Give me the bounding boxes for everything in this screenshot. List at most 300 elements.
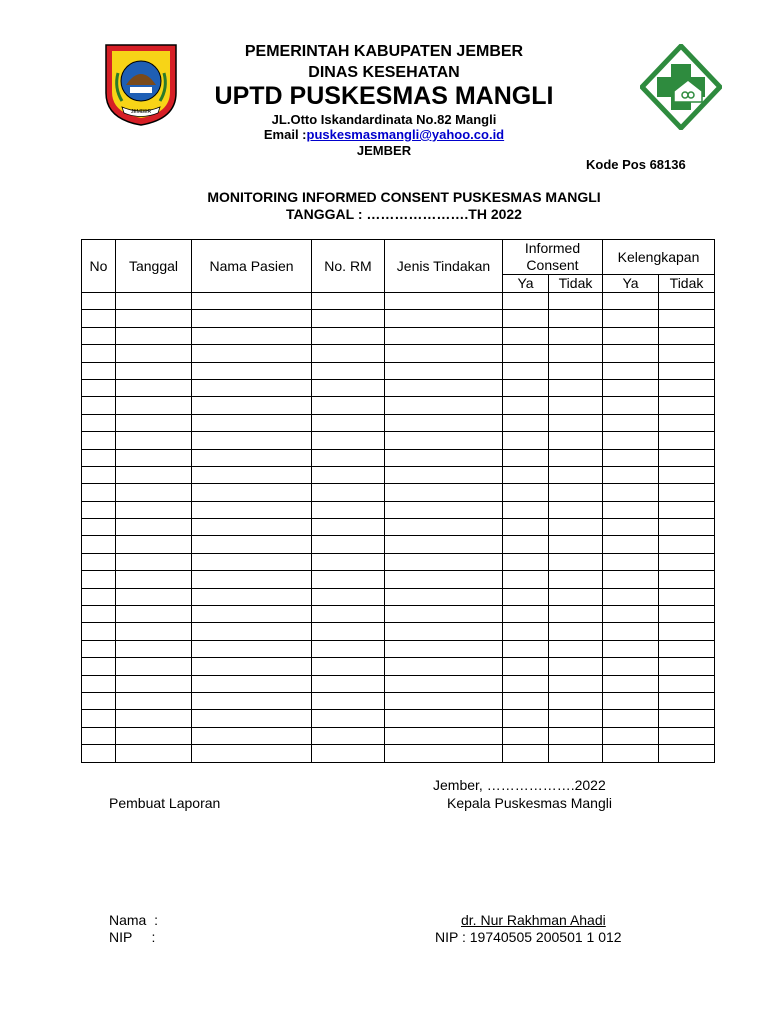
table-cell[interactable] <box>116 553 192 570</box>
table-cell[interactable] <box>659 710 715 727</box>
table-cell[interactable] <box>549 623 603 640</box>
table-cell[interactable] <box>503 553 549 570</box>
table-cell[interactable] <box>82 449 116 466</box>
table-row <box>82 432 715 449</box>
table-cell[interactable] <box>82 623 116 640</box>
table-cell[interactable] <box>603 588 659 605</box>
table-row <box>82 710 715 727</box>
table-cell[interactable] <box>385 519 503 536</box>
table-cell[interactable] <box>549 484 603 501</box>
table-cell[interactable] <box>312 345 385 362</box>
table-cell[interactable] <box>549 397 603 414</box>
table-body <box>82 293 715 763</box>
table-cell[interactable] <box>82 588 116 605</box>
table-cell[interactable] <box>503 345 549 362</box>
table-cell[interactable] <box>82 362 116 379</box>
table-cell[interactable] <box>192 327 312 344</box>
table-cell[interactable] <box>312 484 385 501</box>
table-cell[interactable] <box>312 362 385 379</box>
table-cell[interactable] <box>82 310 116 327</box>
table-cell[interactable] <box>312 293 385 310</box>
table-cell[interactable] <box>549 745 603 762</box>
table-cell[interactable] <box>312 466 385 483</box>
table-row <box>82 588 715 605</box>
table-cell[interactable] <box>385 327 503 344</box>
table-cell[interactable] <box>116 710 192 727</box>
table-cell[interactable] <box>603 606 659 623</box>
table-cell[interactable] <box>116 362 192 379</box>
table-cell[interactable] <box>549 414 603 431</box>
table-cell[interactable] <box>116 449 192 466</box>
table-cell[interactable] <box>603 727 659 744</box>
table-cell[interactable] <box>603 466 659 483</box>
table-cell[interactable] <box>116 432 192 449</box>
table-cell[interactable] <box>659 310 715 327</box>
table-cell[interactable] <box>549 710 603 727</box>
table-cell[interactable] <box>192 640 312 657</box>
table-cell[interactable] <box>192 675 312 692</box>
table-cell[interactable] <box>603 692 659 709</box>
table-cell[interactable] <box>312 310 385 327</box>
table-cell[interactable] <box>385 414 503 431</box>
table-cell[interactable] <box>503 692 549 709</box>
table-cell[interactable] <box>116 484 192 501</box>
table-cell[interactable] <box>385 745 503 762</box>
footer-date: Jember, ……………….2022 <box>433 777 606 793</box>
table-cell[interactable] <box>503 519 549 536</box>
table-cell[interactable] <box>659 362 715 379</box>
table-cell[interactable] <box>659 397 715 414</box>
table-cell[interactable] <box>192 397 312 414</box>
table-cell[interactable] <box>192 553 312 570</box>
table-cell[interactable] <box>82 727 116 744</box>
table-cell[interactable] <box>603 379 659 396</box>
table-row <box>82 310 715 327</box>
table-row <box>82 327 715 344</box>
table-cell[interactable] <box>385 588 503 605</box>
table-cell[interactable] <box>192 658 312 675</box>
table-cell[interactable] <box>549 606 603 623</box>
table-cell[interactable] <box>603 414 659 431</box>
table-cell[interactable] <box>385 710 503 727</box>
table-cell[interactable] <box>603 432 659 449</box>
table-cell[interactable] <box>503 310 549 327</box>
header-postal-code: Kode Pos 68136 <box>586 157 686 172</box>
document-date-line: TANGGAL : ………………….TH 2022 <box>286 206 522 222</box>
table-cell[interactable] <box>312 640 385 657</box>
table-cell[interactable] <box>116 345 192 362</box>
table-cell[interactable] <box>192 414 312 431</box>
table-cell[interactable] <box>82 397 116 414</box>
table-cell[interactable] <box>659 623 715 640</box>
table-cell[interactable] <box>549 640 603 657</box>
table-cell[interactable] <box>603 519 659 536</box>
table-cell[interactable] <box>503 606 549 623</box>
table-cell[interactable] <box>503 379 549 396</box>
table-cell[interactable] <box>603 327 659 344</box>
table-cell[interactable] <box>116 397 192 414</box>
table-cell[interactable] <box>312 692 385 709</box>
table-cell[interactable] <box>503 327 549 344</box>
table-cell[interactable] <box>82 501 116 518</box>
table-cell[interactable] <box>312 623 385 640</box>
table-row <box>82 640 715 657</box>
table-cell[interactable] <box>549 327 603 344</box>
table-cell[interactable] <box>82 484 116 501</box>
table-cell[interactable] <box>603 397 659 414</box>
header-uptd: UPTD PUSKESMAS MANGLI <box>214 82 554 110</box>
table-cell[interactable] <box>192 432 312 449</box>
table-cell[interactable] <box>385 345 503 362</box>
table-cell[interactable] <box>385 623 503 640</box>
table-cell[interactable] <box>116 519 192 536</box>
table-cell[interactable] <box>192 727 312 744</box>
table-cell[interactable] <box>312 588 385 605</box>
table-row <box>82 484 715 501</box>
table-cell[interactable] <box>116 658 192 675</box>
table-cell[interactable] <box>192 519 312 536</box>
table-cell[interactable] <box>116 623 192 640</box>
table-cell[interactable] <box>603 449 659 466</box>
table-cell[interactable] <box>659 553 715 570</box>
table-cell[interactable] <box>312 745 385 762</box>
table-row <box>82 692 715 709</box>
table-cell[interactable] <box>659 658 715 675</box>
table-cell[interactable] <box>82 536 116 553</box>
table-cell[interactable] <box>192 293 312 310</box>
table-cell[interactable] <box>312 553 385 570</box>
table-cell[interactable] <box>603 553 659 570</box>
table-cell[interactable] <box>192 362 312 379</box>
table-cell[interactable] <box>659 466 715 483</box>
header-email-line <box>160 127 608 142</box>
table-cell[interactable] <box>603 675 659 692</box>
col-no: No <box>82 240 116 293</box>
table-cell[interactable] <box>503 362 549 379</box>
table-cell[interactable] <box>385 640 503 657</box>
col-jenis-tindakan: Jenis Tindakan <box>385 240 503 293</box>
header-government: PEMERINTAH KABUPATEN JEMBER <box>244 43 524 60</box>
table-row <box>82 414 715 431</box>
table-cell[interactable] <box>82 466 116 483</box>
table-cell[interactable] <box>192 484 312 501</box>
table-row <box>82 536 715 553</box>
table-cell[interactable] <box>116 745 192 762</box>
sub-tidak-kelengkapan: Tidak <box>659 275 715 293</box>
sub-tidak-consent: Tidak <box>549 275 603 293</box>
table-cell[interactable] <box>659 571 715 588</box>
col-tanggal: Tanggal <box>116 240 192 293</box>
table-row <box>82 727 715 744</box>
table-cell[interactable] <box>659 345 715 362</box>
table-row <box>82 519 715 536</box>
table-cell[interactable] <box>312 414 385 431</box>
table-cell[interactable] <box>549 345 603 362</box>
table-cell[interactable] <box>116 588 192 605</box>
table-row <box>82 466 715 483</box>
sub-ya-consent: Ya <box>503 275 549 293</box>
table-cell[interactable] <box>385 553 503 570</box>
table-cell[interactable] <box>603 745 659 762</box>
table-cell[interactable] <box>659 745 715 762</box>
table-cell[interactable] <box>116 640 192 657</box>
table-cell[interactable] <box>116 293 192 310</box>
table-cell[interactable] <box>312 571 385 588</box>
table-cell[interactable] <box>312 432 385 449</box>
table-cell[interactable] <box>385 362 503 379</box>
table-cell[interactable] <box>659 432 715 449</box>
table-cell[interactable] <box>116 310 192 327</box>
table-cell[interactable] <box>503 588 549 605</box>
table-cell[interactable] <box>603 310 659 327</box>
table-cell[interactable] <box>312 519 385 536</box>
document-title: MONITORING INFORMED CONSENT PUSKESMAS MANGLI <box>207 189 601 205</box>
table-cell[interactable] <box>549 553 603 570</box>
table-row <box>82 379 715 396</box>
table-cell[interactable] <box>116 727 192 744</box>
table-cell[interactable] <box>603 640 659 657</box>
table-cell[interactable] <box>603 710 659 727</box>
table-cell[interactable] <box>385 432 503 449</box>
table-cell[interactable] <box>192 345 312 362</box>
table-cell[interactable] <box>603 362 659 379</box>
table-cell[interactable] <box>549 536 603 553</box>
email-link[interactable]: puskesmasmangli@yahoo.co.id <box>306 127 505 142</box>
table-cell[interactable] <box>192 588 312 605</box>
table-cell[interactable] <box>385 692 503 709</box>
table-cell[interactable] <box>549 588 603 605</box>
table-cell[interactable] <box>659 449 715 466</box>
table-cell[interactable] <box>503 484 549 501</box>
table-cell[interactable] <box>82 379 116 396</box>
table-cell[interactable] <box>116 675 192 692</box>
table-cell[interactable] <box>503 432 549 449</box>
table-cell[interactable] <box>549 379 603 396</box>
table-row <box>82 397 715 414</box>
monitoring-table <box>81 239 714 763</box>
footer-signer-name: dr. Nur Rakhman Ahadi <box>461 912 606 928</box>
table-cell[interactable] <box>192 501 312 518</box>
table-cell[interactable] <box>549 293 603 310</box>
table-cell[interactable] <box>312 536 385 553</box>
table-cell[interactable] <box>503 745 549 762</box>
table-cell[interactable] <box>116 536 192 553</box>
table-cell[interactable] <box>549 692 603 709</box>
table-cell[interactable] <box>385 293 503 310</box>
table-cell[interactable] <box>503 501 549 518</box>
table-cell[interactable] <box>192 449 312 466</box>
table-cell[interactable] <box>192 571 312 588</box>
table-row <box>82 623 715 640</box>
table-row <box>82 571 715 588</box>
table-cell[interactable] <box>312 710 385 727</box>
table-row <box>82 293 715 310</box>
table-cell[interactable] <box>503 658 549 675</box>
table-cell[interactable] <box>82 640 116 657</box>
footer-report-maker: Pembuat Laporan <box>109 795 221 811</box>
table-cell[interactable] <box>503 414 549 431</box>
table-cell[interactable] <box>385 727 503 744</box>
table-cell[interactable] <box>603 536 659 553</box>
table-cell[interactable] <box>116 327 192 344</box>
col-informed-consent: Informed Consent <box>503 240 603 275</box>
table-cell[interactable] <box>385 675 503 692</box>
table-cell[interactable] <box>312 397 385 414</box>
table-cell[interactable] <box>82 327 116 344</box>
table-row <box>82 658 715 675</box>
emblem-banner-text: JEMBER <box>130 109 152 115</box>
table-cell[interactable] <box>192 379 312 396</box>
table-cell[interactable] <box>312 501 385 518</box>
table-cell[interactable] <box>385 449 503 466</box>
table-cell[interactable] <box>82 675 116 692</box>
table-cell[interactable] <box>503 466 549 483</box>
table-row <box>82 345 715 362</box>
puskesmas-logo <box>640 44 722 130</box>
header-dinas: DINAS KESEHATAN <box>308 64 460 81</box>
table-cell[interactable] <box>549 658 603 675</box>
table-cell[interactable] <box>385 571 503 588</box>
table-cell[interactable] <box>385 606 503 623</box>
header-address: JL.Otto Iskandardinata No.82 Mangli <box>271 112 497 127</box>
table-cell[interactable] <box>603 571 659 588</box>
table-cell[interactable] <box>549 571 603 588</box>
table-cell[interactable] <box>503 536 549 553</box>
table-cell[interactable] <box>603 293 659 310</box>
table-cell[interactable] <box>82 692 116 709</box>
table-cell[interactable] <box>312 449 385 466</box>
table-cell[interactable] <box>82 414 116 431</box>
table-cell[interactable] <box>603 484 659 501</box>
table-cell[interactable] <box>659 519 715 536</box>
table-cell[interactable] <box>82 745 116 762</box>
table-cell[interactable] <box>549 432 603 449</box>
table-cell[interactable] <box>192 692 312 709</box>
table-cell[interactable] <box>312 727 385 744</box>
table-cell[interactable] <box>603 345 659 362</box>
table-cell[interactable] <box>82 710 116 727</box>
table-cell[interactable] <box>659 536 715 553</box>
table-cell[interactable] <box>503 397 549 414</box>
table-cell[interactable] <box>503 710 549 727</box>
table-cell[interactable] <box>192 745 312 762</box>
table-cell[interactable] <box>82 553 116 570</box>
table-row <box>82 362 715 379</box>
table-cell[interactable] <box>385 379 503 396</box>
table-cell[interactable] <box>385 397 503 414</box>
table-cell[interactable] <box>659 501 715 518</box>
table-cell[interactable] <box>659 640 715 657</box>
table-cell[interactable] <box>385 501 503 518</box>
table-row <box>82 675 715 692</box>
table-cell[interactable] <box>116 501 192 518</box>
table-cell[interactable] <box>116 571 192 588</box>
table-cell[interactable] <box>312 675 385 692</box>
table-cell[interactable] <box>116 692 192 709</box>
table-cell[interactable] <box>385 466 503 483</box>
header-city: JEMBER <box>356 143 412 158</box>
table-cell[interactable] <box>659 414 715 431</box>
table-cell[interactable] <box>549 501 603 518</box>
table-cell[interactable] <box>503 675 549 692</box>
table-cell[interactable] <box>549 466 603 483</box>
table-cell[interactable] <box>503 623 549 640</box>
table-cell[interactable] <box>192 623 312 640</box>
table-cell[interactable] <box>503 727 549 744</box>
table-row <box>82 745 715 762</box>
table-cell[interactable] <box>82 606 116 623</box>
table-cell[interactable] <box>549 449 603 466</box>
sub-ya-kelengkapan: Ya <box>603 275 659 293</box>
table-cell[interactable] <box>659 606 715 623</box>
table-cell[interactable] <box>603 623 659 640</box>
col-nama-pasien: Nama Pasien <box>192 240 312 293</box>
table-row <box>82 449 715 466</box>
table-cell[interactable] <box>116 606 192 623</box>
table-cell[interactable] <box>82 571 116 588</box>
table-cell[interactable] <box>312 379 385 396</box>
table-cell[interactable] <box>192 606 312 623</box>
table-cell[interactable] <box>82 293 116 310</box>
table-cell[interactable] <box>385 658 503 675</box>
table-cell[interactable] <box>116 414 192 431</box>
table-cell[interactable] <box>549 727 603 744</box>
table-cell[interactable] <box>659 727 715 744</box>
table-cell[interactable] <box>82 519 116 536</box>
table-cell[interactable] <box>116 379 192 396</box>
table-cell[interactable] <box>312 327 385 344</box>
footer-signer-nip: NIP : 19740505 200501 1 012 <box>435 929 622 945</box>
table-cell[interactable] <box>659 327 715 344</box>
table-cell[interactable] <box>82 345 116 362</box>
table-row <box>82 606 715 623</box>
table-cell[interactable] <box>312 606 385 623</box>
col-kelengkapan: Kelengkapan <box>603 240 715 275</box>
table-cell[interactable] <box>116 466 192 483</box>
table-cell[interactable] <box>603 658 659 675</box>
table-cell[interactable] <box>385 536 503 553</box>
table-cell[interactable] <box>503 293 549 310</box>
table-cell[interactable] <box>503 449 549 466</box>
table-cell[interactable] <box>659 293 715 310</box>
table-cell[interactable] <box>192 466 312 483</box>
table-cell[interactable] <box>192 536 312 553</box>
table-cell[interactable] <box>503 571 549 588</box>
table-cell[interactable] <box>659 588 715 605</box>
table-cell[interactable] <box>192 710 312 727</box>
table-cell[interactable] <box>82 658 116 675</box>
table-cell[interactable] <box>385 310 503 327</box>
table-cell[interactable] <box>549 310 603 327</box>
table-cell[interactable] <box>659 675 715 692</box>
table-cell[interactable] <box>385 484 503 501</box>
footer-nip-label: NIP : <box>109 929 156 945</box>
table-cell[interactable] <box>549 362 603 379</box>
table-cell[interactable] <box>549 519 603 536</box>
footer-nama-label: Nama : <box>109 912 159 928</box>
table-row <box>82 501 715 518</box>
table-cell[interactable] <box>503 640 549 657</box>
table-cell[interactable] <box>82 432 116 449</box>
table-cell[interactable] <box>312 658 385 675</box>
col-no-rm: No. RM <box>312 240 385 293</box>
table-cell[interactable] <box>659 379 715 396</box>
table-cell[interactable] <box>603 501 659 518</box>
table-cell[interactable] <box>192 310 312 327</box>
table-cell[interactable] <box>659 692 715 709</box>
table-cell[interactable] <box>659 484 715 501</box>
table-cell[interactable] <box>549 675 603 692</box>
